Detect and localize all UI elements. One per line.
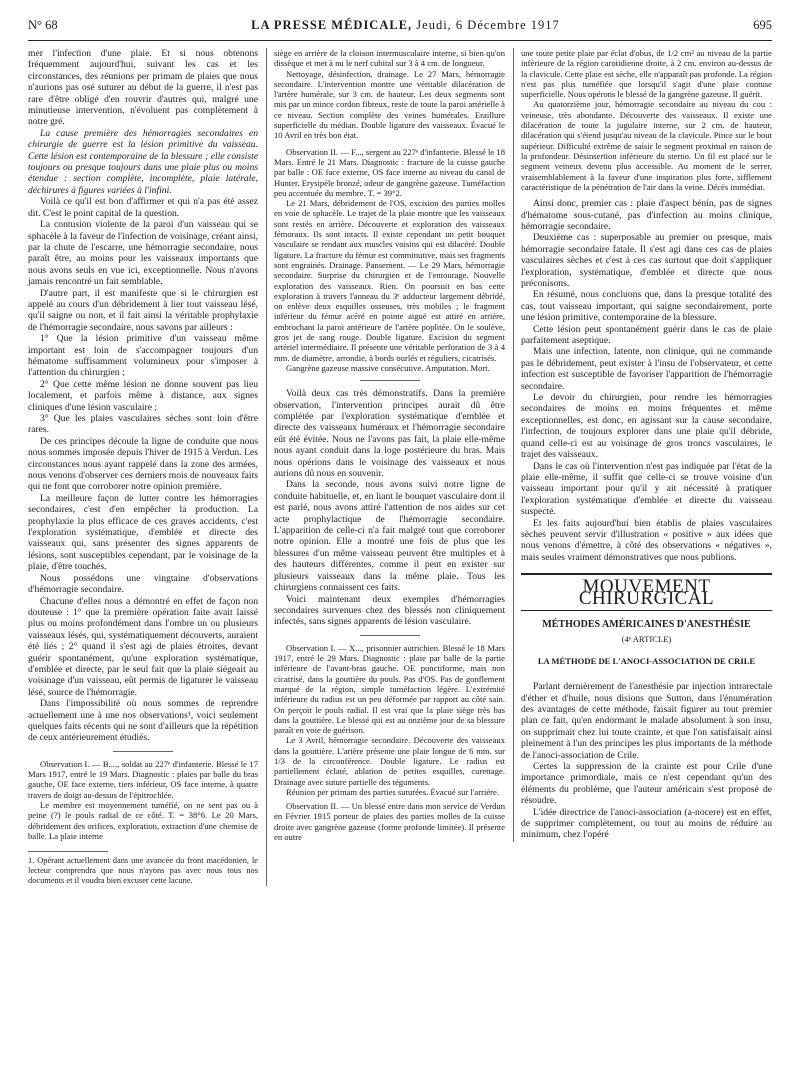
separator	[360, 635, 420, 636]
footnote: 1. Opérant actuellement dans une avancée du front macédonien, le lecteur comprendra que nous n'ayons pas avec nous tous nos documents et il voudra bien excuser cette lacune.	[28, 856, 258, 886]
paragraph: Ainsi donc, premier cas : plaie d'aspect bénin, pas de signes d'hématome sous-cutané, pas d'infection au moins clinique, hémorragie secondaire.	[521, 198, 772, 232]
paragraph: La contusion violente de la paroi d'un vaisseau qui se sphacèle à la faveur de l'infection de voisinage, créant ainsi, par la chute de l'escarre, une hémorragie secondaire, nous paraît être, au moins pour les vaisseaux importants que nous avons seuls en vue ici, exceptionnelle. Nous n'avons jamais rencontré un fait semblable.	[28, 219, 259, 288]
journal-title: LA PRESSE MÉDICALE,	[251, 18, 413, 32]
observation: Observation I. — B...., soldat au 227ᵉ d'infanterie. Blessé le 17 Mars 1917, entré le 19 Mars. Diagnostic : plaies par balle du bras gauche, OE face externe, tiers inférieur, OS face interne, à quatre travers de doigt au-dessus de l'épitrochlée.	[28, 758, 258, 800]
paragraph: 2° Que cette même lésion ne donne souvent pas lieu localement, et parfois même à distance, aux signes cliniques d'une lésion vasculaire ;	[28, 378, 258, 413]
paragraph: Mais une infection, latente, non clinique, qui ne commande pas le débridement, peut exister à l'insu de l'observateur, et cette infection est susceptible de favoriser l'apparition de l'hémorragie secondaire.	[521, 346, 772, 392]
paragraph: D'autre part, il est manifeste que si le chirurgien est appelé au cours d'un débridement à lier tout vaisseau lésé, qu'il saigne ou non, et il fait ainsi la véritable prophylaxie de l'hémorragie secondaire, nous savons par ailleurs :	[28, 287, 258, 333]
paragraph: Et les faits aujourd'hui bien établis de plaies vasculaires sèches peuvent servir d'illustration « positive » aux idées que nous venons d'émettre, à côté des observations « négatives », mais seules vraiment démonstratives que nous publions.	[521, 517, 772, 563]
issue-date: Jeudi, 6 Décembre 1917	[416, 18, 560, 32]
paragraph: Deuxième cas : superposable au premier ou presque, mais hémorragie secondaire fatale. Il s'est agi dans ces cas de plaies vasculaires sèches et c'est à ces cas surtout que doit s'appliquer l'exploration, systématique, d'emblée et directe que nous préconisons.	[521, 232, 772, 289]
paragraph: Voilà ce qu'il est bon d'affirmer et qui n'a pas été assez dit. C'est le point capital de la question.	[28, 196, 258, 219]
journal-masthead	[251, 18, 560, 33]
paragraph: Dans le cas où l'intervention n'est pas indiquée par l'état de la plaie elle-même, il suffit que celle-ci se trouve voisine d'un vaisseau important pour qu'il y ait nécessité à pratiquer l'exploration systématique d'emblée et directe du vaisseau suspecté.	[521, 460, 772, 518]
observation: Observation II. — Un blessé entre dans mon service de Verdun en Février 1915 porteur de plaies des parties molles de la cuisse droite avec gangrène gazeuse (forme profonde limitée). Il présente en outre	[274, 801, 505, 843]
observation: Gangrène gazeuse massive consécutive. Amputation. Mort.	[286, 362, 490, 373]
paragraph: 3° Que les plaies vasculaires sèches sont loin d'être rares.	[28, 413, 258, 436]
paragraph: De ces principes découle la ligne de conduite que nous nous sommes imposée depuis l'hiver de 1915 à Verdun. Les circonstances nous ayant rappelé dans la zone des armées, nous venons d'observer ces derniers mois de nouveaux faits qui ne font que corroborer notre opinion première.	[28, 435, 258, 493]
paragraph: Nous possédons une vingtaine d'observations d'hémorragie secondaire.	[28, 572, 258, 596]
column-middle	[274, 48, 514, 842]
observation: Observation II. — F..., sergent au 227ᵉ d'infanterie. Blessé le 18 Mars. Entré le 21 Mars. Diagnostic : fracture de la cuisse gauche par balle : OE face externe, OS face interne au niveau du canal de Hunter. Erysipèle bronzé, odeur de gangrène gazeuse. Tuméfaction peu accentuée du membre. T. = 39°2.	[274, 146, 505, 198]
article-title: MÉTHODES AMÉRICAINES D'ANESTHÉSIE	[542, 618, 751, 630]
separator	[360, 380, 420, 381]
article-number: (4ᵉ ARTICLE)	[621, 634, 672, 645]
paragraph: Cette lésion peut spontanément guérir dans le cas de plaie parfaitement aseptique.	[521, 323, 772, 347]
column-left	[28, 48, 267, 886]
observation: siège en arrière de la cloison intermusculaire interne, si bien qu'on dissèque et met à nu le nerf cubital sur 3 à 4 cm. de longueur.	[274, 48, 505, 69]
paragraph: La meilleure façon de lutter contre les hémorragies secondaires, c'est d'en empêcher la production. La prophylaxie la plus efficace de ces graves accidents, c'est l'exploration systématique, d'emblée et directe des vaisseaux qui, sans présenter des signes apparents de lésions, sont susceptibles cependant, par le voisinage de la plaie, d'être touchés.	[28, 492, 258, 573]
paragraph: Le devoir du chirurgien, pour rendre les hémorragies secondaires de moins en moins fréquentes et même exceptionnelles, est donc, en agissant sur la cause secondaire, l'infection, de toujours explorer dans une plaie qu'il débride, quand celle-ci est au voisinage de gros troncs vasculaires, le trajet des vaisseaux.	[521, 392, 772, 461]
observation: Le 21 Mars, débridement de l'OS, excision des parties molles en voie de sphacèle. Le trajet de la plaie montre que les vaisseaux sont restés en arrière. Découverte et exploration des vaisseaux fémoraux. Ils sont intacts. Il existe cependant un petit bouquet vasculaire se rendant aux muscles voisins qui est dilacéré. Double ligature. La fracture du fémur est comminutive, mais ses fragments sont engrainés. Drainage. Pansement. — Le 29 Mars, hémorragie secondaire. Surprise du chirurgien et de l'entourage. Nouvelle exploration des vaisseaux. Rien. On poursuit en bas cette exploration à travers l'anneau du 3ᵉ adducteur largement débridé, on enlève deux esquilles osseuses, très mobiles ; le fragment inférieur du fémur acéré en pointe aiguë est attiré en arrière, embrochant la paroi antérieure de l'artère poplitée. On le soulève, gros jet de sang rouge. Double ligature. Excision du segment artériel intermédiaire. Il présente une véritable perforation de 3 à 4 mm. de diamètre, arrondie, à bords ourlés et réguliers, cicatrisés.	[274, 198, 505, 363]
paragraph: L'idée directrice de l'anoci-association (a-nocere) est en effet, de supprimer complètement, ou tout au moins de réduire au minimum, chez l'opéré	[521, 806, 772, 841]
paragraph: 1° Que la lésion primitive d'un vaisseau même important est loin de s'accompagner toujours d'un hématome suffisamment volumineux pour s'imposer à l'attention du chirurgien ;	[28, 333, 258, 379]
observation: Le 3 Avril, hémorragie secondaire. Découverte des vaisseaux dans la gouttière. L'artère présente une plaie longue de 6 mm. sur 1/3 de la circonférence. Double ligature. Le radius est partiellement éclaté, ablation de petites esquilles, curettage. Drainage avec suture partielle des téguments.	[274, 735, 505, 787]
column-right	[521, 48, 772, 841]
observation: Nettoyage, désinfection, drainage. Le 27 Mars, hémorragie secondaire. L'intervention montre une véritable dilacération de l'artère humérale, sur 3 cm. de hauteur. Les deux segments sont mis par un mince cordon fibreux, reste de toute la paroi artérielle à ce niveau. Section complète des veines humérales. Eraillure superficielle du médian. Double ligature des vaisseaux. Évacué le 10 Avril en très bon état.	[274, 68, 505, 141]
page-number: 695	[753, 18, 772, 32]
paragraph: Parlant dernièrement de l'anesthésie par injection intrarectale d'éther et d'huile, nous disions que Sutton, dans l'énumération des avantages de cette méthode, faisait figurer au tout premier plan ce fait, qu'en endormant le malade absolument à son insu, on supprimait chez lui toute crainte, et que l'on satisfaisait ainsi pleinement à l'un des principes les plus importants de la méthode de l'anoci-association de Crile.	[521, 681, 772, 761]
paragraph: Certes la suppression de la crainte est pour Crile d'une importance primordiale, mais ce n'est cependant qu'un des éléments du problème, que l'auteur américain s'est proposé de résoudre.	[521, 761, 772, 807]
paragraph: Chacune d'elles nous a démontré en effet de façon non douteuse : 1° que la première opération faite avait laissé plus ou moins profondément dans l'ombre un ou plusieurs vaisseaux lésés, qui, systématiquement découverts, auraient été liés ; 2° quand il s'est agi de plaies étroites, devant guérir spontanément, qu'une exploration systématique, d'emblée et directe, par le seul fait que la plaie siégeait au voisinage d'un vaisseau, eût permis de ligaturer le vaisseau lésé, source de l'hémorragie.	[28, 595, 258, 698]
page-header	[28, 18, 772, 40]
issue-number: N° 68	[28, 18, 58, 32]
article-heading: LA MÉTHODE DE L'ANOCI-ASSOCIATION DE CRILE	[537, 655, 756, 666]
paragraph: En résumé, nous concluons que, dans la presque totalité des cas, tout vaisseau important, qui saigne secondairement, porte une lésion primitive, contemporaine de la blessure.	[521, 289, 772, 324]
paragraph: La cause première des hémorragies secondaires en chirurgie de guerre est la lésion primitive du vaisseau. Cette lésion est contemporaine de la blessure ; elle consiste toujours ou presque toujours dans une plaie plus ou moins étendue : section complète, incomplète, plaie latérale, déchirures à figures variées à l'infini.	[28, 127, 258, 196]
header-rule	[28, 40, 772, 41]
separator	[113, 751, 173, 752]
footnote-rule	[28, 851, 108, 852]
paragraph: Dans l'impossibilité où nous sommes de reprendre actuellement une à une nos observations¹, voici seulement quelques faits récents qui ne sont d'ailleurs que la répétition de ceux antérieurement étudiés.	[28, 698, 258, 744]
observation: Observation I. — X..., prisonnier autrichien. Blessé le 18 Mars 1917, entré le 29 Mars. Diagnostic : plaie par balle de la partie inférieure de l'avant-bras gauche. OE punctiforme, mais non cicatrisé, dans la gouttière du pouls. Pas d'OS. Pas de gonflement marqué de la région, simple tuméfaction légère. L'extrémité inférieure du radius est un peu déformée par rapport au côté sain. On perçoit le pouls radial. Il est vrai que la plaie siège très bas dans la gouttière. Le blessé qui est au onzième jour de sa blessure paraît en voie de guérison.	[274, 642, 505, 736]
section-title: MOUVEMENT CHIRURGICAL	[521, 573, 772, 611]
observation: une toute petite plaie par éclat d'obus, de 1/2 cm² au niveau de la partie inférieure de la région carotidienne droite, à 2 cm. environ au-dessus de la clavicule. Cette plaie est sèche, elle n'apparaît pas profonde. La région n'est pas plus tuméfiée que lorsqu'il s'agit d'une plaie contuse superficielle. Nous opérons le blessé de la gangrène gazeuse. Il guérit.	[521, 48, 772, 100]
paragraph: Voici maintenant deux exemples d'hémorragies secondaires survenues chez des blessés non cliniquement infectés, sans signes apparents de lésion vasculaire.	[274, 593, 505, 628]
paragraph: mer l'infection d'une plaie. Et si nous obtenons fréquemment aujourd'hui, suivant les cas et les circonstances, des réunions per primam de plaies que nous n'aurions pas osé suturer au début de la guerre, il n'est pas rare d'être obligé d'en rouvrir d'autres qui, malgré une minutieuse intervention, n'évoluent pas complètement à notre gré.	[28, 48, 258, 128]
paragraph: Voilà deux cas très démonstratifs. Dans la première observation, l'intervention principes aurait dû être complétée par l'exploration systématique d'emblée et directe des vaisseaux huméraux et l'hémorragie secondaire eût été évitée. Nous ne l'avons pas fait, la plaie elle-même nous ayant conduit dans la loge postérieure du bras. Mais nous opérions dans le voisinage des vaisseaux et nous aurions dû nous en souvenir.	[274, 388, 505, 480]
observation: Au quatorzième jour, hémorragie secondaire au niveau du cou : veineuse, très abondante. Découverte des vaisseaux. Il existe une dilacération de toute la jugulaire interne, sur 2 cm. de hauteur, dilacération qui s'étend jusqu'au niveau de la clavicule. Pince sur le bout supérieur. Difficulté extrême de saisir le segment proximal en raison de la profondeur. Désinsertion inférieure du sterno. Un fil est placé sur le segment veineux devenu plus accessible. Au moment de le serrer, vraisemblablement à la faveur d'une inspiration plus forte, sifflement caractéristique de la pénétration de l'air dans la veine. Décès immédiat.	[521, 99, 772, 192]
paragraph: Dans la seconde, nous avons suivi notre ligne de conduite habituelle, et, en liant le bouquet vasculaire dont il est parlé, nous avons attiré l'attention de nos aides sur cet acte prophylactique de l'hémorragie secondaire. L'apparition de celle-ci n'a fait malgré tout que corroborer notre opinion. Elle a montré une fois de plus que les blessures d'un même vaisseau peuvent être multiples et à des hauteurs différentes, comme il peut en exister sur plusieurs vaisseaux dans la même plaie. Tous les chirurgiens connaissent ces faits.	[274, 479, 505, 594]
observation: Réunion per primam des parties suturées. Évacué sur l'arrière.	[286, 786, 499, 797]
observation: Le membre est moyennement tuméfié, on ne sent pas ou à peine (?) le pouls radial de ce côté. T. = 38°6. Le 20 Mars, débridement des orifices, exploration, extraction d'une chemise de balle. La plaie interne	[28, 799, 258, 841]
